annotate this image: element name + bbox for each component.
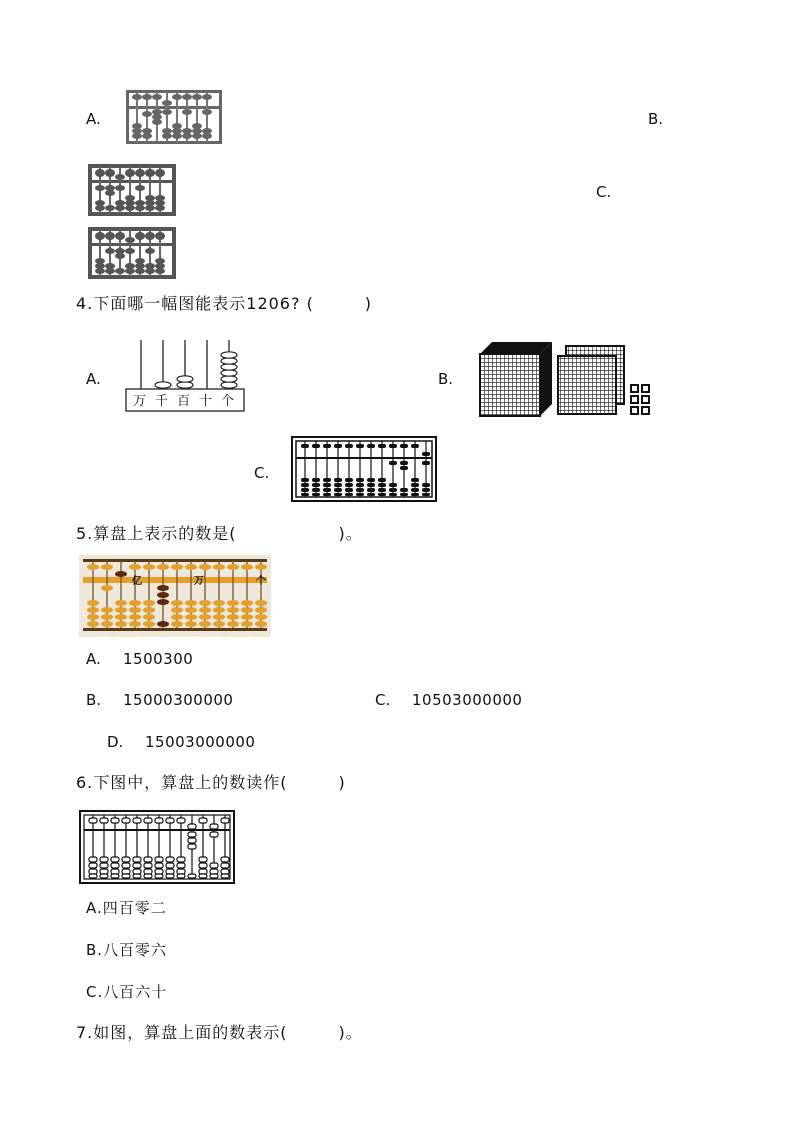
q5-label-wan: 万: [194, 576, 204, 587]
q6-question-text: 6.下图中，算盘上的数读作( ): [76, 773, 346, 792]
q4-a-label-qian: 千: [155, 394, 169, 409]
q4-option-b-label[interactable]: B.: [438, 370, 454, 388]
q6-abacus-image: [79, 810, 235, 884]
q5-label-ge: 个: [256, 576, 266, 587]
q5-option-b-value[interactable]: 15000300000: [123, 691, 234, 709]
q4-option-a-label[interactable]: A.: [86, 370, 101, 388]
q5-option-c-value[interactable]: 10503000000: [412, 691, 523, 709]
q5-option-a-label[interactable]: A.: [86, 650, 101, 668]
q5-option-d-label[interactable]: D.: [107, 733, 124, 751]
q3-option-a-label[interactable]: A.: [86, 110, 101, 128]
q5-option-b-label[interactable]: B.: [86, 691, 102, 709]
q7-question-text: 7.如图，算盘上面的数表示( )。: [76, 1023, 363, 1042]
q4-option-b-base-ten-blocks-image: [476, 338, 666, 420]
q5-label-yi: 亿: [132, 576, 142, 587]
q3-option-b-abacus-image: [88, 163, 176, 217]
q5-abacus-figure: [79, 555, 271, 637]
q5-option-d-value[interactable]: 15003000000: [145, 733, 256, 751]
q6-option-b[interactable]: B.八百零六: [86, 941, 168, 959]
q3-option-c-abacus-image: [88, 226, 176, 280]
q5-option-a-value[interactable]: 1500300: [123, 650, 194, 668]
q4-a-label-ge: 个: [221, 394, 235, 409]
q5-option-c-label[interactable]: C.: [375, 691, 391, 709]
q4-a-label-shi: 十: [199, 394, 213, 409]
q3-option-b-label[interactable]: B.: [648, 110, 664, 128]
q4-a-label-bai: 百: [177, 394, 191, 409]
q5-question-text: 5.算盘上表示的数是( )。: [76, 524, 363, 543]
q4-option-c-label[interactable]: C.: [254, 464, 270, 482]
q6-option-c[interactable]: C.八百六十: [86, 983, 168, 1001]
q3-option-a-abacus-image: [126, 88, 222, 146]
q3-option-c-label[interactable]: C.: [596, 183, 612, 201]
q4-option-a-counting-frame: [124, 338, 246, 414]
q4-question-text: 4.下面哪一幅图能表示1206? ( ): [76, 294, 373, 313]
q6-option-a[interactable]: A.四百零二: [86, 899, 167, 917]
q4-a-label-wan: 万: [133, 394, 147, 409]
q4-option-c-abacus-image: [291, 436, 437, 502]
